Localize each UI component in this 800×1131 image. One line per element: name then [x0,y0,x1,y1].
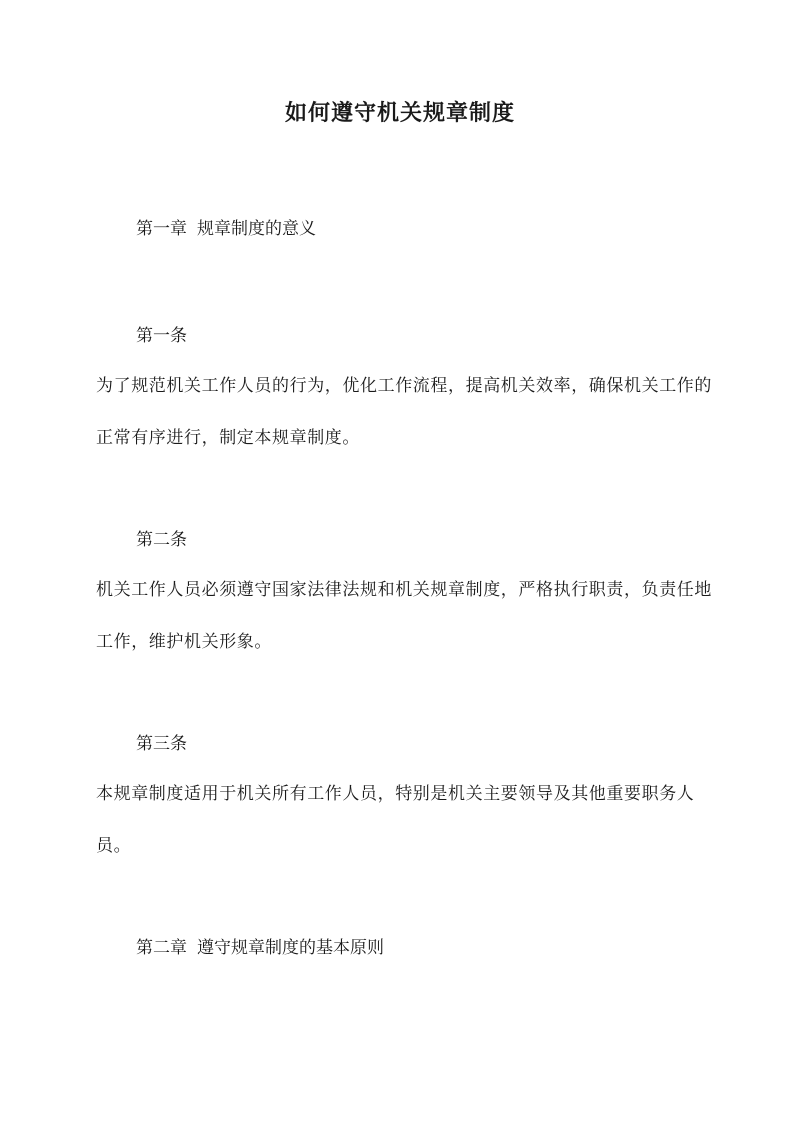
chapter-1-heading [136,216,316,242]
chapter-1-number: 第一章 [136,219,187,239]
chapter-2-heading [136,935,384,961]
article-3-text: 本规章制度适用于机关所有工作人员，特别是机关主要领导及其他重要职务人员。 [96,784,695,856]
chapter-1-title: 规章制度的意义 [197,219,316,239]
article-1-label: 第一条 [136,326,187,346]
chapter-2-title: 遵守规章制度的基本原则 [197,938,384,958]
article-2-label: 第二条 [136,530,187,550]
article-3-label: 第三条 [136,734,187,754]
document-title: 如何遵守机关规章制度 [284,100,515,126]
article-1-text: 为了规范机关工作人员的行为，优化工作流程，提高机关效率，确保机关工作的正常有序进行，制定本规章制度。 [96,376,712,448]
article-2-text: 机关工作人员必须遵守国家法律法规和机关规章制度，严格执行职责，负责任地工作，维护机关形象。 [96,580,712,652]
chapter-2-number: 第二章 [136,938,187,958]
